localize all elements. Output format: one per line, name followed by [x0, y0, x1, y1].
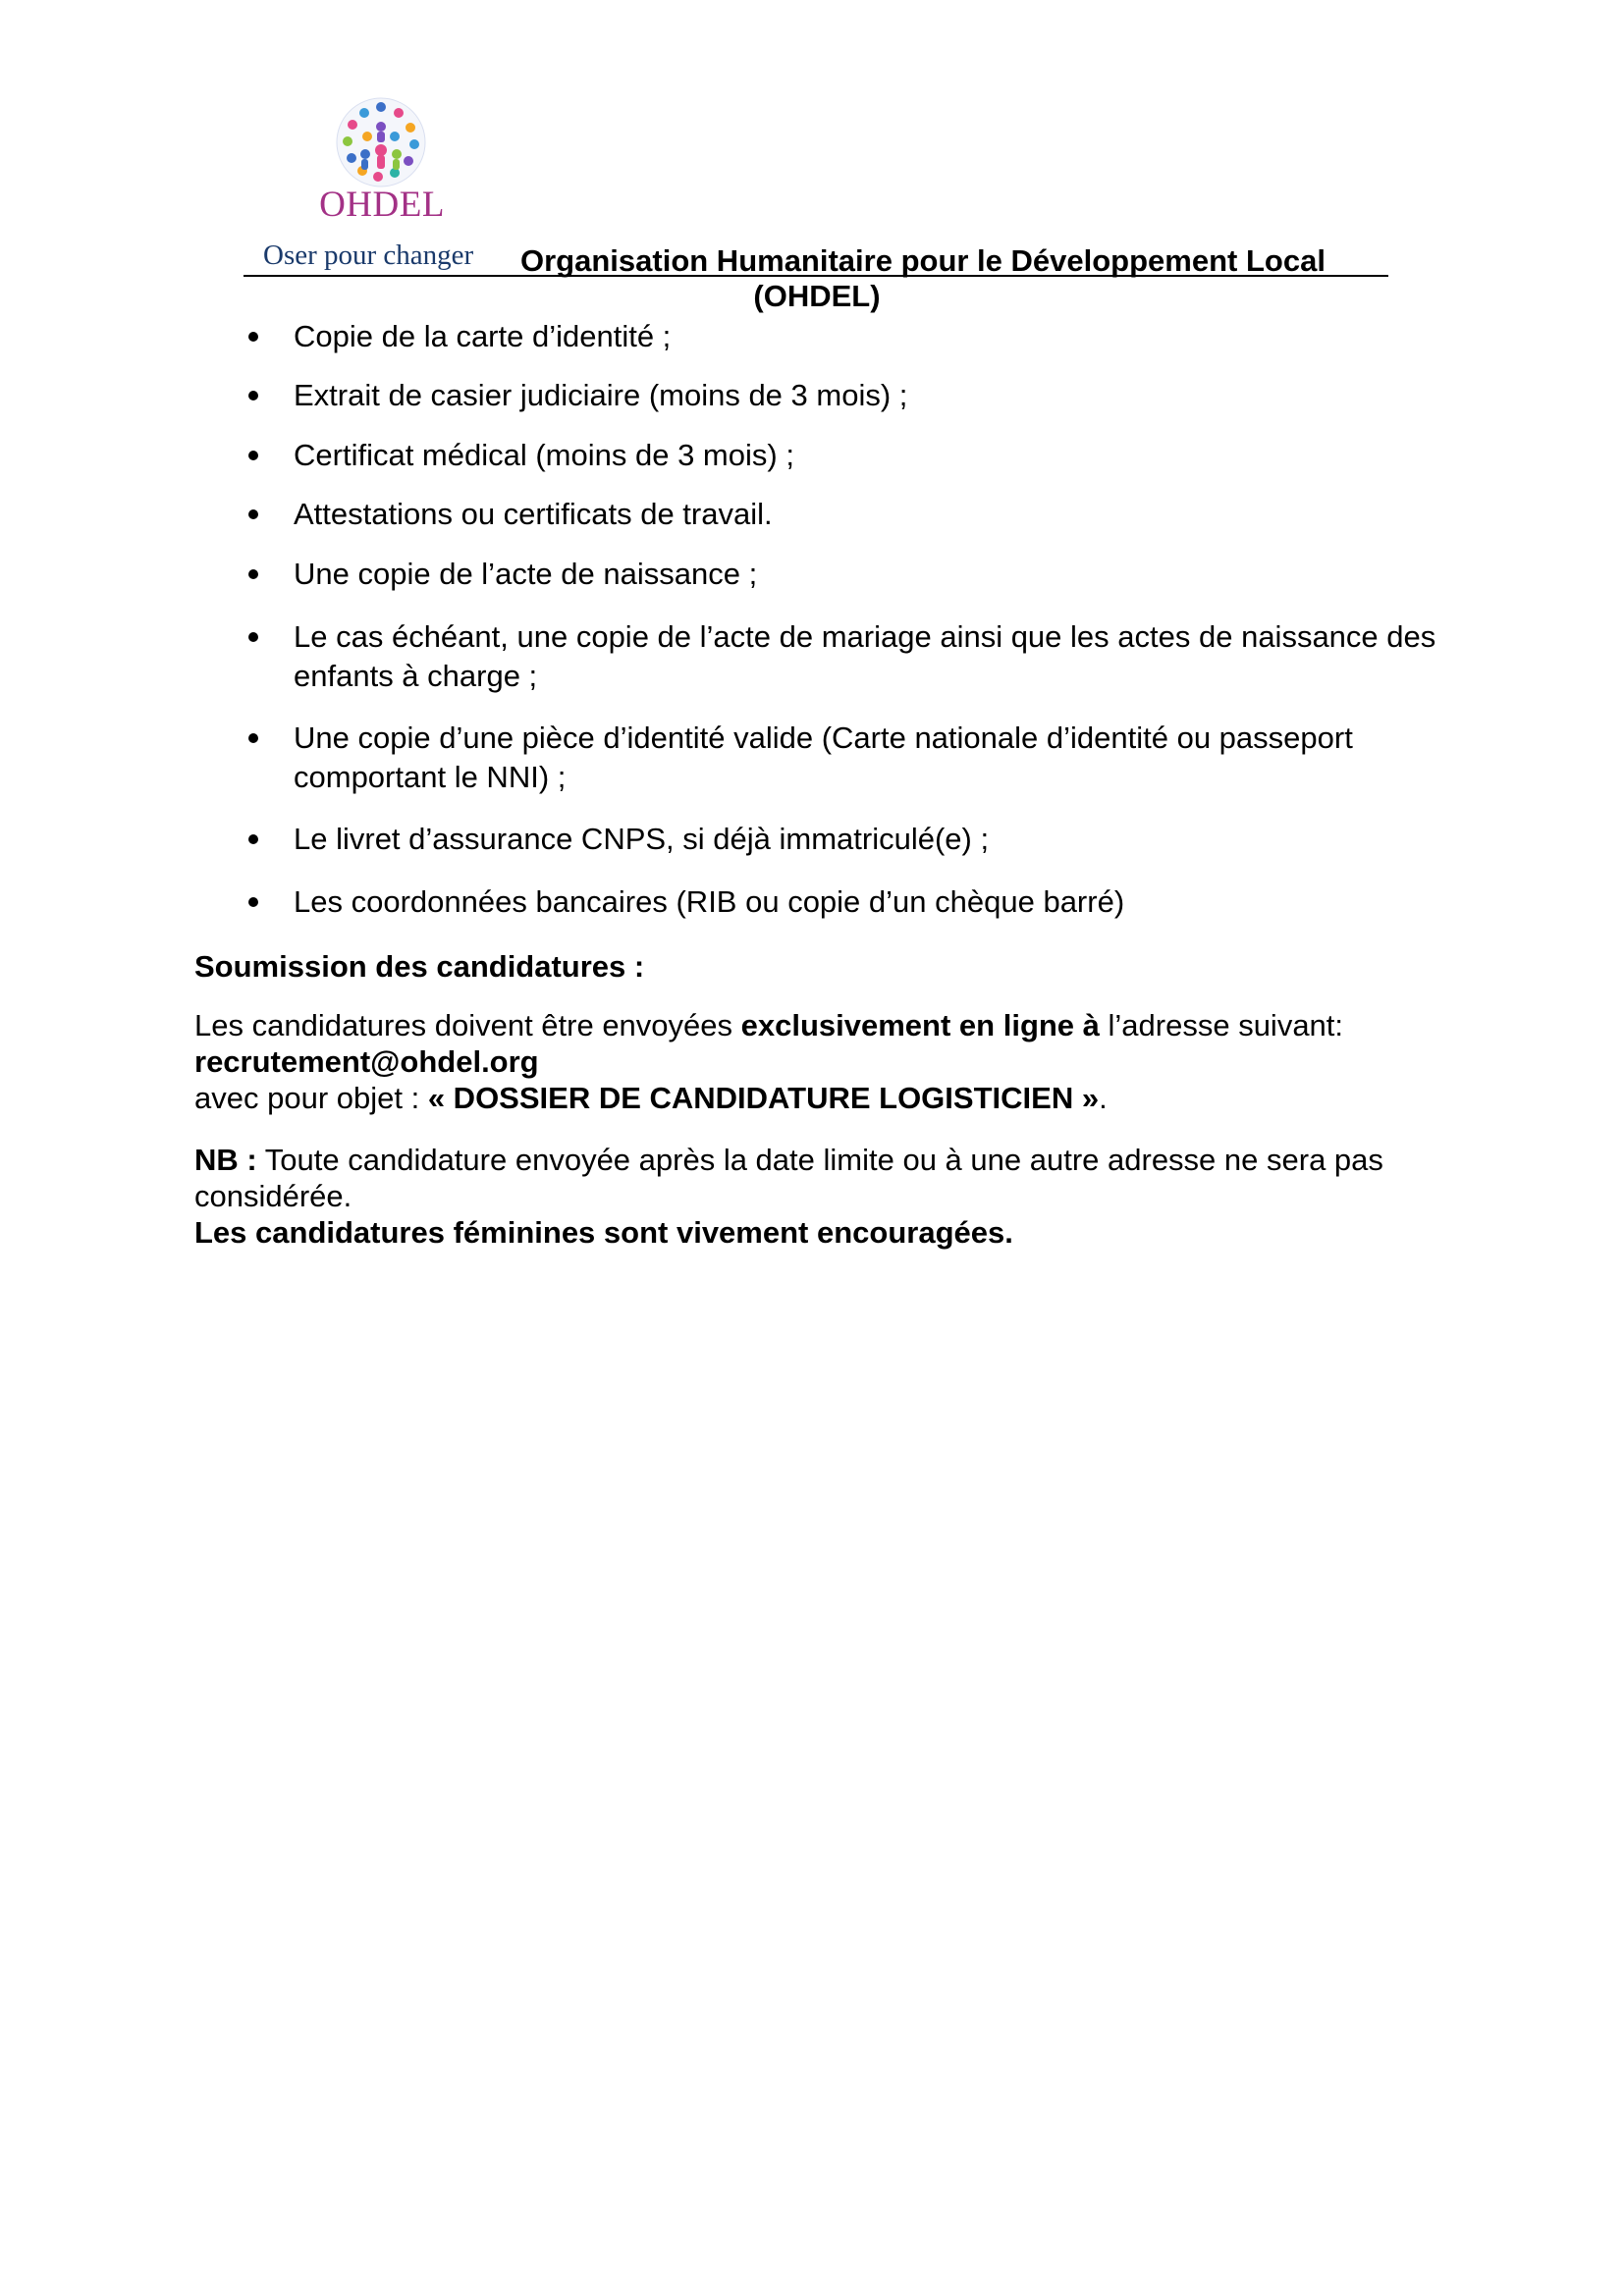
organization-name: Organisation Humanitaire pour le Développement Local [520, 243, 1326, 278]
list-item: Attestations ou certificats de travail. [294, 497, 773, 531]
organization-abbreviation [0, 279, 1624, 314]
bullet-icon [248, 733, 258, 743]
bullet-icon [248, 569, 258, 579]
slogan: Oser pour changer [263, 240, 474, 271]
bullet-icon [248, 632, 258, 642]
submission-instructions: Les candidatures doivent être envoyées exclusivement en ligne à l’adresse suivant: recrutement@ohdel.org avec pour objet : « DOSSIER DE CANDIDATURE LOGISTICIEN ». [194, 1007, 1432, 1116]
closing-statement: Les candidatures féminines sont vivement encouragées. [194, 1215, 1013, 1250]
bullet-icon [248, 391, 258, 400]
list-item: Une copie de l’acte de naissance ; [294, 557, 758, 591]
list-item: Copie de la carte d’identité ; [294, 319, 672, 353]
bullet-icon [248, 332, 258, 342]
list-item: Les coordonnées bancaires (RIB ou copie d’un chèque barré) [294, 884, 1125, 919]
bullet-icon [248, 897, 258, 907]
recruitment-email-link[interactable]: recrutement@ohdel.org [194, 1044, 539, 1079]
list-item: Le cas échéant, une copie de l’acte de mariage ainsi que les actes de naissance des enfants à charge ; [294, 619, 1436, 693]
bullet-icon [248, 509, 258, 519]
bullet-icon [248, 451, 258, 460]
list-item: Extrait de casier judiciaire (moins de 3 mois) ; [294, 378, 908, 412]
ohdel-logo-globe-icon [332, 93, 430, 191]
list-item: Une copie d’une pièce d’identité valide (Carte nationale d’identité ou passeport comportant le NNI) ; [294, 721, 1353, 794]
organization-abbreviation-text: (OHDEL) [753, 279, 881, 313]
note-paragraph: NB : Toute candidature envoyée après la date limite ou à une autre adresse ne sera pas considérée. Les candidatures féminines sont vivement encouragées. [194, 1142, 1432, 1251]
logo-wordmark: OHDEL [319, 185, 445, 225]
bullet-icon [248, 834, 258, 844]
list-item: Le livret d’assurance CNPS, si déjà immatriculé(e) ; [294, 822, 990, 856]
list-item: Certificat médical (moins de 3 mois) ; [294, 438, 794, 472]
submission-heading: Soumission des candidatures : [194, 949, 645, 984]
